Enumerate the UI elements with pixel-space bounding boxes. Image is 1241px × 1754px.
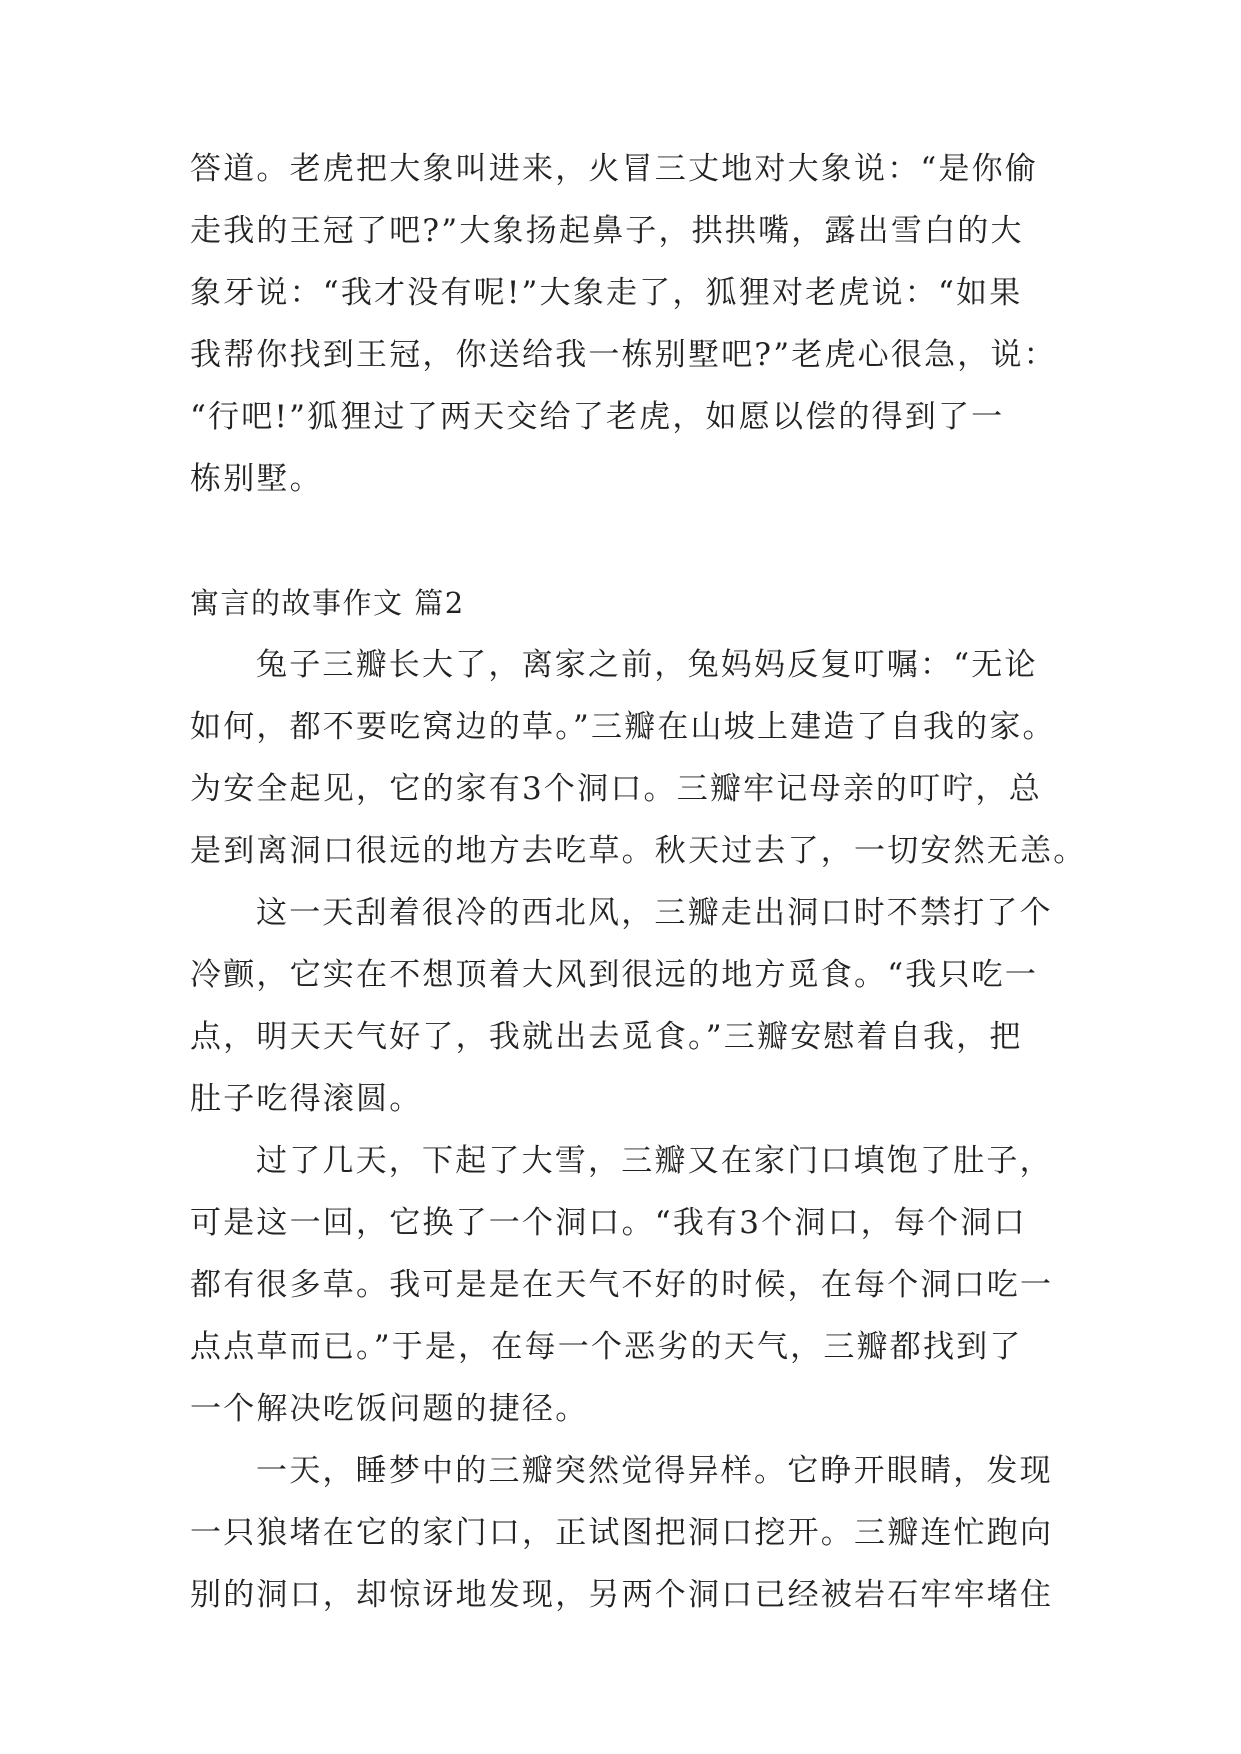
paragraph	[190, 882, 1090, 1130]
paragraph	[190, 1130, 1090, 1440]
text-line: 象牙说：“我才没有呢!”大象走了，狐狸对老虎说：“如果	[190, 275, 1023, 311]
text-line: 这一天刮着很冷的西北风，三瓣走出洞口时不禁打了个	[256, 895, 1053, 931]
section-heading: 寓言的故事作文 篇2	[190, 586, 465, 620]
text-line: 可是这一回，它换了一个洞口。“我有3个洞口，每个洞口	[190, 1205, 1027, 1241]
text-line: 肚子吃得滚圆。	[190, 1081, 423, 1117]
section-gap	[190, 510, 1090, 572]
text-line: 如何，都不要吃窝边的草。”三瓣在山坡上建造了自我的家。	[190, 709, 1056, 745]
continued-paragraph	[190, 138, 1090, 510]
text-line: 栋别墅。	[190, 461, 323, 497]
text-line: 兔子三瓣长大了，离家之前，兔妈妈反复叮嘱：“无论	[256, 647, 1038, 683]
text-line: 别的洞口，却惊讶地发现，另两个洞口已经被岩石牢牢堵住	[190, 1577, 1054, 1613]
text-line: “行吧!”狐狸过了两天交给了老虎，如愿以偿的得到了一	[190, 399, 1005, 435]
text-line: 都有很多草。我可是是在天气不好的时候，在每个洞口吃一	[190, 1267, 1054, 1303]
text-line: 点点草而已。”于是，在每一个恶劣的天气，三瓣都找到了	[190, 1329, 1023, 1365]
text-line: 走我的王冠了吧?”大象扬起鼻子，拱拱嘴，露出雪白的大	[190, 213, 1024, 249]
paragraph	[190, 1440, 1090, 1626]
text-line: 是到离洞口很远的地方去吃草。秋天过去了，一切安然无恙。	[190, 833, 1087, 869]
paragraph	[190, 634, 1090, 882]
text-line: 我帮你找到王冠，你送给我一栋别墅吧?”老虎心很急，说：	[190, 337, 1057, 373]
text-line: 点，明天天气好了，我就出去觅食。”三瓣安慰着自我，把	[190, 1019, 1023, 1055]
text-line: 冷颤，它实在不想顶着大风到很远的地方觅食。“我只吃一	[190, 957, 1039, 993]
text-line: 一只狼堵在它的家门口，正试图把洞口挖开。三瓣连忙跑向	[190, 1515, 1054, 1551]
document-page	[190, 138, 1090, 1626]
text-line: 一个解决吃饭问题的捷径。	[190, 1391, 589, 1427]
text-line: 为安全起见，它的家有3个洞口。三瓣牢记母亲的叮咛，总	[190, 771, 1042, 807]
text-line: 一天，睡梦中的三瓣突然觉得异样。它睁开眼睛，发现	[256, 1453, 1053, 1489]
text-line: 答道。老虎把大象叫进来，火冒三丈地对大象说：“是你偷	[190, 151, 1039, 187]
text-line: 过了几天，下起了大雪，三瓣又在家门口填饱了肚子，	[256, 1143, 1053, 1179]
